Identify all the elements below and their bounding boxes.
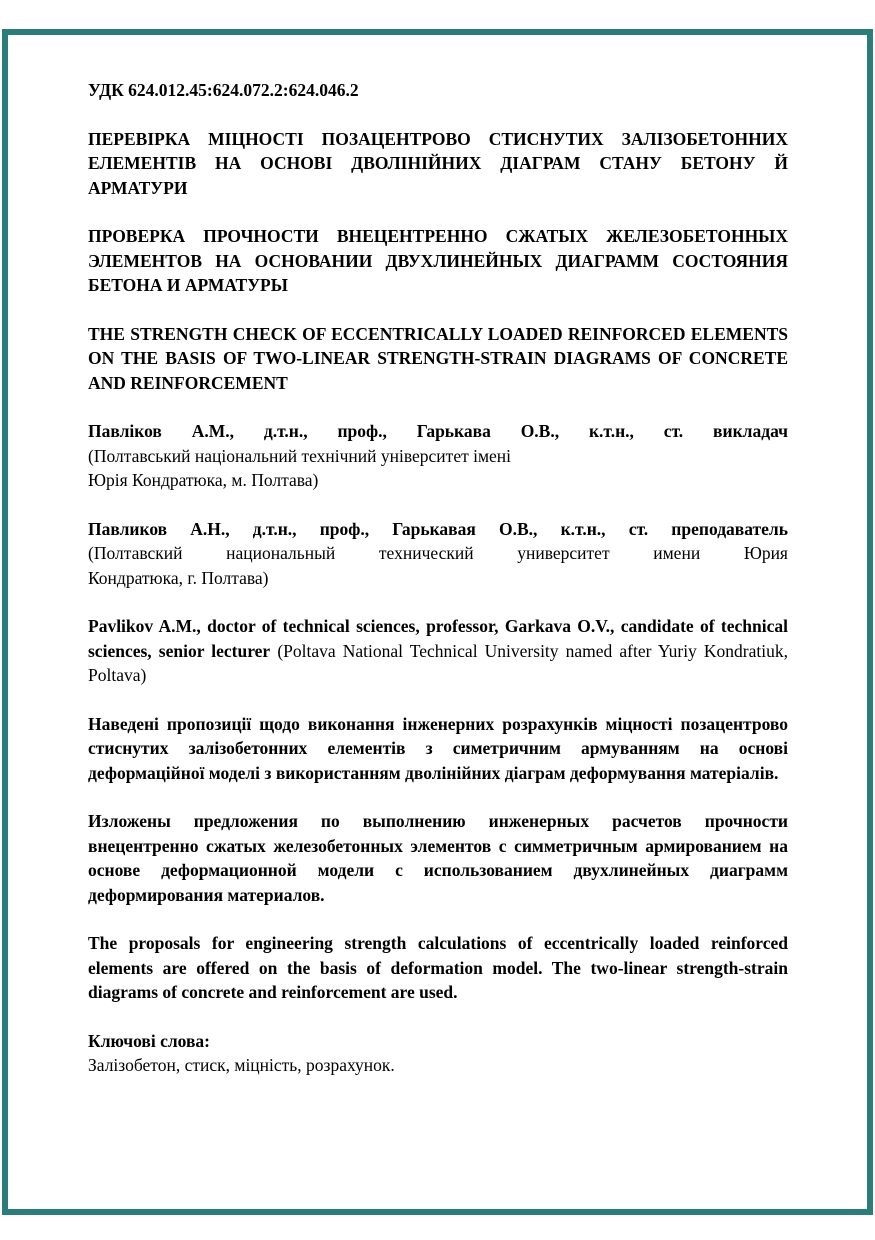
document-content <box>88 78 788 1102</box>
title-english: THE STRENGTH CHECK OF ECCENTRICALLY LOADED REINFORCED ELEMENTS ON THE BASIS OF TWO-LINEAR STRENGTH-STRAIN DIAGRAMS OF CONCRETE AND REINFORCEMENT <box>88 323 788 393</box>
authors-english <box>88 614 788 688</box>
udc-code: УДК 624.012.45:624.072.2:624.046.2 <box>88 80 359 100</box>
authors-russian <box>88 517 788 591</box>
keywords-text: Залізобетон, стиск, міцність, розрахунок. <box>88 1055 395 1075</box>
authors-ru-affiliation-line2: Кондратюка, г. Полтава) <box>88 567 269 588</box>
authors-ru-affiliation-line1: (Полтавский национальный технический университет имени Юрия <box>88 543 788 563</box>
keywords-label: Ключові слова: <box>88 1030 211 1051</box>
authors-en-affiliation: (Poltava National Technical University named after Yuriy Kondratiuk, Poltava) <box>88 640 788 685</box>
abstract-english: The proposals for engineering strength calculations of eccentrically loaded reinforced elements are offered on the basis of deformation model. The two-linear strength-strain diagrams of concrete and reinforcement are used. <box>88 933 788 1002</box>
abstract-russian: Изложены предложения по выполнению инженерных расчетов прочности внецентренно сжатых железобетонных элементов с симметричным армированием на основе деформационной модели с использованием двухлинейных диаграмм деформирования материалов. <box>88 811 788 905</box>
authors-uk-affiliation-line1: (Полтавський національний технічний університет імені <box>88 445 512 466</box>
authors-ukrainian <box>88 419 788 493</box>
authors-en-names: Pavlikov A.M., doctor of technical sciences, professor, Garkava O.V., candidate of technical sciences, senior lecturer <box>88 616 788 661</box>
authors-uk-names: Павліков А.М., д.т.н., проф., Гарькава О.В., к.т.н., ст. викладач <box>88 421 788 441</box>
abstract-ukrainian: Наведені пропозиції щодо виконання інженерних розрахунків міцності позацентрово стиснутих залізобетонних елементів з симетричним армуванням на основі деформаційної моделі з використанням дволінійних діаграм деформування матеріалів. <box>88 713 788 783</box>
title-ukrainian: ПЕРЕВІРКА МІЦНОСТІ ПОЗАЦЕНТРОВО СТИСНУТИХ ЗАЛІЗОБЕТОННИХ ЕЛЕМЕНТІВ НА ОСНОВІ ДВОЛІНІЙНИХ ДІАГРАМ СТАНУ БЕТОНУ Й АРМАТУРИ <box>88 128 788 198</box>
title-russian: ПРОВЕРКА ПРОЧНОСТИ ВНЕЦЕНТРЕННО СЖАТЫХ ЖЕЛЕЗОБЕТОННЫХ ЭЛЕМЕНТОВ НА ОСНОВАНИИ ДВУХЛИНЕЙНЫХ ДИАГРАММ СОСТОЯНИЯ БЕТОНА И АРМАТУРЫ <box>88 226 788 295</box>
authors-uk-affiliation-line2: Юрія Кондратюка, м. Полтава) <box>88 470 319 490</box>
keywords-block <box>88 1029 788 1078</box>
authors-ru-names: Павликов А.Н., д.т.н., проф., Гарькавая О.В., к.т.н., ст. преподаватель <box>88 518 788 539</box>
